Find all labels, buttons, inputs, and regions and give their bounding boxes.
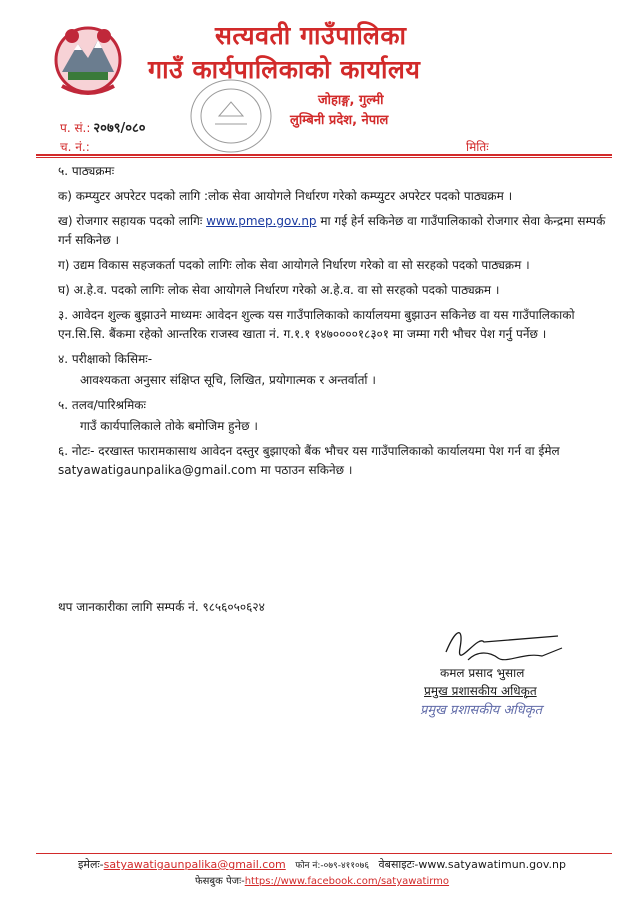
header-divider-thin — [36, 157, 612, 158]
address-line-1: जोहाङ्ग, गुल्मी — [318, 93, 384, 108]
syllabus-enterprise-facilitator: ग) उद्यम विकास सहजकर्ता पदको लागिः लोक सेवा आयोगले निर्धारण गरेको वा सो सरहको पदको पाठ्यक्रम । — [58, 258, 530, 272]
note-text-end: मा पठाउन सकिनेछ । — [256, 463, 353, 477]
note-email[interactable]: satyawatigaunpalika@gmail.com — [58, 463, 257, 477]
reference-value: २०७९/०८० — [93, 121, 146, 136]
signatory-name: कमल प्रसाद भुसाल — [440, 666, 525, 680]
footer-divider — [36, 853, 612, 854]
office-name: गाउँ कार्यपालिकाको कार्यालय — [148, 55, 421, 84]
contact-number: थप जानकारीका लागि सम्पर्क नं. ९८५६०५०६२४ — [58, 600, 265, 614]
notice-body — [58, 162, 618, 486]
section-heading: ५. पाठ्यक्रमः — [58, 164, 115, 178]
dispatch-number: च. नं.: — [60, 140, 90, 154]
exam-type-body: आवश्यकता अनुसार संक्षिप्त सूचि, लिखित, प्रयोगात्मक र अन्तर्वार्ता । — [80, 373, 376, 387]
footer-email-link[interactable]: satyawatigaunpalika@gmail.com — [103, 858, 286, 871]
reference-label: प. सं.: — [60, 121, 91, 135]
pmep-link[interactable]: www.pmep.gov.np — [206, 214, 317, 228]
reference-number — [60, 118, 146, 136]
office-stamp-icon — [185, 74, 277, 158]
designation-stamp: प्रमुख प्रशासकीय अधिकृत — [420, 703, 543, 718]
syllabus-employment-assistant-text: ख) रोजगार सहायक पदको लागिः — [58, 214, 203, 228]
syllabus-employment-assistant-rest: मा गई हेर्न सकिनेछ वा गाउँपालिकाको रोजगार सेवा केन्द्रमा सम्पर्क गर्न सकिनेछ । — [58, 214, 606, 247]
note-section — [58, 442, 618, 480]
fee-payment-section: ३. आवेदन शुल्क बुझाउने माध्यमः आवेदन शुल्क यस गाउँपालिकाको कार्यालयमा बुझाउन सकिनेछ वा यस गाउँपालिकाको एन.सि.सि. बैंकमा रहेको आन्तरिक राजस्व खाता नं. ग.१.१ १४७००००१८३०१ मा जम्मा गरी भौचर पेश गर्नु पर्नेछ । — [58, 308, 575, 341]
municipality-name: सत्यवती गाउँपालिका — [215, 21, 407, 50]
address-line-2: लुम्बिनी प्रदेश, नेपाल — [290, 113, 389, 128]
note-text: ६. नोटः- दरखास्त फारामकासाथ आवेदन दस्तुर बुझाएको बैंक भौचर यस गाउँपालिकाको कार्यालयमा पेश गर्न वा ईमेल — [58, 444, 560, 458]
footer-contacts — [0, 857, 644, 872]
footer-website-label: वेबसाइटः- — [378, 858, 419, 871]
salary-body: गाउँ कार्यपालिकाले तोके बमोजिम हुनेछ । — [80, 419, 258, 433]
syllabus-computer-operator: क) कम्प्युटर अपरेटर पदको लागि :लोक सेवा आयोगले निर्धारण गरेको कम्प्युटर अपरेटर पदको पाठ्यक्रम । — [58, 189, 513, 203]
signature-icon — [438, 622, 568, 664]
syllabus-employment-assistant — [58, 212, 618, 250]
syllabus-ahw: घ) अ.हे.व. पदको लागिः लोक सेवा आयोगले निर्धारण गरेको अ.हे.व. वा सो सरहको पदको पाठ्यक्रम । — [58, 283, 500, 297]
date-label: मितिः — [466, 140, 489, 154]
signatory-title: प्रमुख प्रशासकीय अधिकृत — [424, 684, 537, 698]
footer-facebook-link[interactable]: https://www.facebook.com/satyawatirmo — [244, 876, 450, 887]
footer-facebook-label: फेसबुक पेजः- — [194, 876, 245, 887]
footer-website-link[interactable]: www.satyawatimun.gov.np — [418, 858, 566, 871]
salary-heading: ५. तलव/पारिश्रमिकः — [58, 398, 146, 412]
header-divider — [36, 154, 612, 156]
footer-phone: फोन नं:-०७९-४११०७६ — [295, 861, 370, 871]
footer-email-label: इमेलः- — [78, 858, 104, 871]
footer-facebook — [0, 873, 644, 887]
nepal-emblem-icon — [52, 16, 124, 100]
exam-type-heading: ४. परीक्षाको किसिमः- — [58, 352, 153, 366]
